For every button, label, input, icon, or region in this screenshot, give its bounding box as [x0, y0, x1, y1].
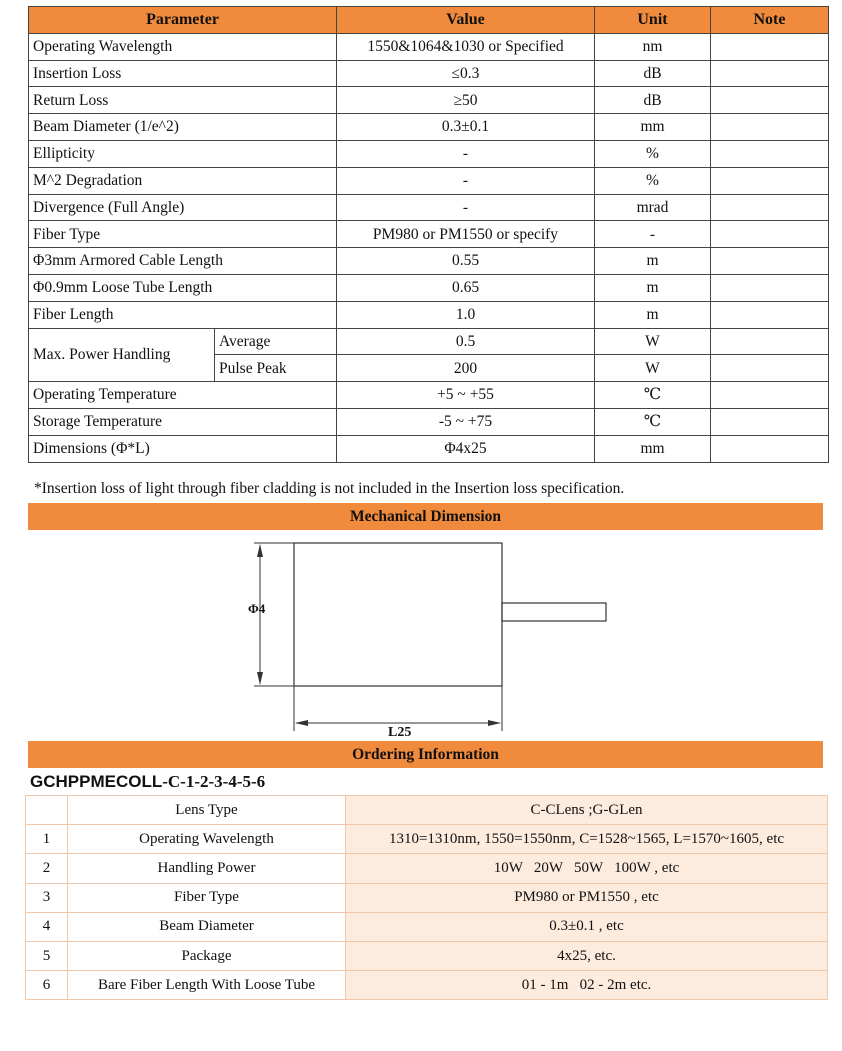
mechanical-dimension-header: Mechanical Dimension: [28, 503, 823, 530]
spec-parameter: Divergence (Full Angle): [29, 194, 337, 221]
spec-unit: dB: [595, 60, 711, 87]
spec-note: [711, 355, 829, 382]
spec-row: [29, 33, 829, 60]
spec-row-power-average: [29, 328, 829, 355]
spec-row: [29, 248, 829, 275]
spec-note: [711, 140, 829, 167]
ordering-field: Package: [68, 941, 346, 970]
ordering-options: C-CLens ;G-GLen: [346, 796, 828, 825]
spec-unit: m: [595, 301, 711, 328]
footnote: *Insertion loss of light through fiber cladding is not included in the Insertion loss specification.: [34, 480, 625, 497]
spec-value: 1550&1064&1030 or Specified: [337, 33, 595, 60]
ordering-number: 3: [26, 883, 68, 912]
header-note: Note: [711, 7, 829, 34]
spec-value: PM980 or PM1550 or specify: [337, 221, 595, 248]
spec-row: [29, 435, 829, 462]
ordering-number: 6: [26, 971, 68, 1000]
spec-note: [711, 301, 829, 328]
spec-row: [29, 408, 829, 435]
ordering-options: 10W 20W 50W 100W , etc: [346, 854, 828, 883]
spec-value: 200: [337, 355, 595, 382]
spec-value: 0.65: [337, 274, 595, 301]
spec-row: [29, 140, 829, 167]
spec-row: [29, 114, 829, 141]
length-label: L25: [388, 725, 412, 740]
ordering-number: 2: [26, 854, 68, 883]
spec-parameter: Return Loss: [29, 87, 337, 114]
ordering-field: Beam Diameter: [68, 912, 346, 941]
part-code-prefix: GCHPPMECOLL: [30, 772, 163, 791]
spec-unit: mm: [595, 114, 711, 141]
spec-row: [29, 274, 829, 301]
spec-parameter: Beam Diameter (1/e^2): [29, 114, 337, 141]
ordering-field: Fiber Type: [68, 883, 346, 912]
spec-note: [711, 194, 829, 221]
mechanical-drawing: [240, 535, 620, 740]
spec-parameter: Storage Temperature: [29, 408, 337, 435]
spec-note: [711, 167, 829, 194]
ordering-row: [26, 941, 828, 970]
spec-parameter: Operating Wavelength: [29, 33, 337, 60]
spec-value: 0.3±0.1: [337, 114, 595, 141]
spec-value: 1.0: [337, 301, 595, 328]
collimator-body: [294, 543, 502, 686]
spec-value: ≤0.3: [337, 60, 595, 87]
ordering-options: 1310=1310nm, 1550=1550nm, C=1528~1565, L=1570~1605, etc: [346, 825, 828, 854]
ordering-row: [26, 825, 828, 854]
spec-unit: W: [595, 355, 711, 382]
ordering-options: PM980 or PM1550 , etc: [346, 883, 828, 912]
spec-note: [711, 382, 829, 409]
spec-note: [711, 408, 829, 435]
spec-parameter: Φ3mm Armored Cable Length: [29, 248, 337, 275]
part-code-suffix: -C-1-2-3-4-5-6: [162, 772, 266, 791]
spec-row: [29, 221, 829, 248]
ordering-field: Handling Power: [68, 854, 346, 883]
spec-unit: m: [595, 274, 711, 301]
ordering-field: Operating Wavelength: [68, 825, 346, 854]
diameter-arrow-top: [257, 544, 263, 557]
ordering-options: 0.3±0.1 , etc: [346, 912, 828, 941]
spec-subparameter: Average: [215, 328, 337, 355]
spec-parameter: Insertion Loss: [29, 60, 337, 87]
spec-parameter: Fiber Length: [29, 301, 337, 328]
ordering-field: Lens Type: [68, 796, 346, 825]
header-value: Value: [337, 7, 595, 34]
spec-value: -: [337, 167, 595, 194]
spec-parameter: Operating Temperature: [29, 382, 337, 409]
spec-value: ≥50: [337, 87, 595, 114]
spec-subparameter: Pulse Peak: [215, 355, 337, 382]
spec-value: -: [337, 140, 595, 167]
spec-note: [711, 435, 829, 462]
ordering-number: 4: [26, 912, 68, 941]
spec-unit: mm: [595, 435, 711, 462]
spec-unit: -: [595, 221, 711, 248]
ordering-row: [26, 912, 828, 941]
spec-row: [29, 301, 829, 328]
ordering-number: 1: [26, 825, 68, 854]
spec-row: [29, 194, 829, 221]
ordering-field: Bare Fiber Length With Loose Tube: [68, 971, 346, 1000]
spec-value: 0.55: [337, 248, 595, 275]
header-parameter: Parameter: [29, 7, 337, 34]
diameter-label: Φ4: [248, 601, 266, 616]
spec-note: [711, 87, 829, 114]
spec-value: -5 ~ +75: [337, 408, 595, 435]
spec-row: [29, 87, 829, 114]
spec-parameter: Fiber Type: [29, 221, 337, 248]
spec-table: [28, 6, 829, 463]
spec-note: [711, 33, 829, 60]
spec-unit: m: [595, 248, 711, 275]
spec-header-row: [29, 7, 829, 34]
spec-unit: mrad: [595, 194, 711, 221]
ordering-row: [26, 796, 828, 825]
ordering-row: [26, 883, 828, 912]
spec-value: 0.5: [337, 328, 595, 355]
spec-note: [711, 248, 829, 275]
spec-unit: ℃: [595, 382, 711, 409]
ordering-options: 01 - 1m 02 - 2m etc.: [346, 971, 828, 1000]
spec-unit: %: [595, 140, 711, 167]
spec-row: [29, 167, 829, 194]
ordering-information-header: Ordering Information: [28, 741, 823, 768]
spec-value: +5 ~ +55: [337, 382, 595, 409]
length-arrow-left: [295, 720, 308, 726]
ordering-number: 5: [26, 941, 68, 970]
spec-parameter-power: Max. Power Handling: [29, 328, 215, 382]
spec-note: [711, 60, 829, 87]
spec-value: -: [337, 194, 595, 221]
spec-parameter: Φ0.9mm Loose Tube Length: [29, 274, 337, 301]
ordering-table: [25, 795, 828, 1000]
spec-note: [711, 114, 829, 141]
header-unit: Unit: [595, 7, 711, 34]
spec-note: [711, 221, 829, 248]
spec-value: Φ4x25: [337, 435, 595, 462]
spec-unit: dB: [595, 87, 711, 114]
spec-note: [711, 328, 829, 355]
spec-unit: ℃: [595, 408, 711, 435]
spec-unit: nm: [595, 33, 711, 60]
spec-parameter: M^2 Degradation: [29, 167, 337, 194]
ordering-options: 4x25, etc.: [346, 941, 828, 970]
diameter-arrow-bottom: [257, 672, 263, 685]
spec-unit: %: [595, 167, 711, 194]
spec-note: [711, 274, 829, 301]
spec-row: [29, 60, 829, 87]
length-arrow-right: [488, 720, 501, 726]
part-code: [30, 772, 265, 792]
spec-row: [29, 382, 829, 409]
spec-parameter: Dimensions (Φ*L): [29, 435, 337, 462]
fiber-tube: [502, 603, 606, 621]
ordering-row: [26, 854, 828, 883]
ordering-number: [26, 796, 68, 825]
spec-unit: W: [595, 328, 711, 355]
ordering-row: [26, 971, 828, 1000]
spec-parameter: Ellipticity: [29, 140, 337, 167]
